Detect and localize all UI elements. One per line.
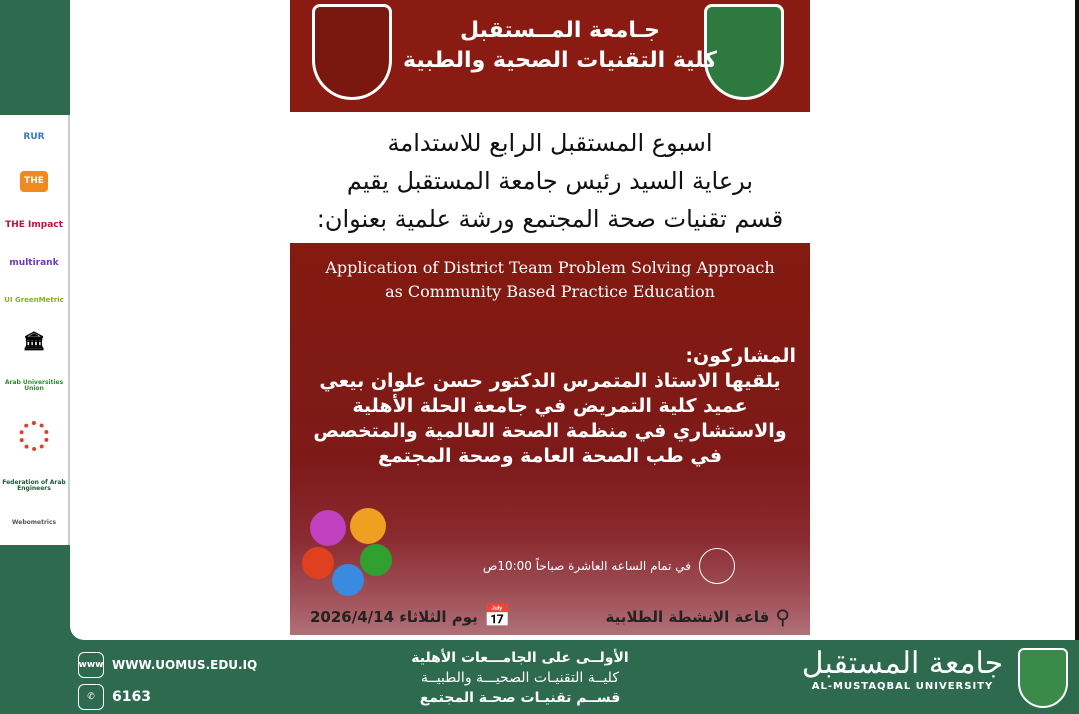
greenmetric-logo[interactable]: UI GreenMetric [4,296,64,304]
webometrics-logo[interactable]: Webometrics [11,519,57,527]
college-crest-icon [312,4,392,100]
brand-english: AL-MUSTAQBAL UNIVERSITY [811,681,994,692]
footer-line: قســم تقنيـات صحـة المجتمع [419,690,621,706]
title-line: Application of District Team Problem Solving Approach [325,258,775,277]
multirank-logo[interactable]: multirank [9,258,59,269]
university-brand [795,646,1010,692]
title-line: as Community Based Practice Education [385,282,715,301]
location-text: قاعة الانشطة الطلابية [605,607,770,626]
ministry-icon[interactable]: 🏛 [22,330,46,352]
event-poster [290,0,810,635]
poster-body [290,243,810,635]
event-location [606,605,790,629]
website-link[interactable] [78,652,257,678]
globe-icon: www [78,652,104,678]
calendar-clock-icon: 📅 [483,604,512,629]
website-text[interactable]: WWW.UOMUS.EDU.IQ [112,658,258,672]
date-text: يوم الثلاثاء 2026/4/14 [310,607,478,626]
university-crest-icon [1018,648,1068,708]
intro-line: برعاية السيد رئيس جامعة المستقبل يقيم [346,167,754,195]
footer-line: كليــة التقنيـات الصحيـــة والطبيــة [421,670,619,686]
location-pin-icon: ⚲ [775,604,790,629]
the-logo[interactable]: THE [20,171,48,192]
intro-line: اسبوع المستقبل الرابع للاستدامة [387,129,713,157]
sdg-icon[interactable] [19,421,49,451]
event-details [290,598,810,635]
footer-center [360,648,680,708]
arab-universities-logo[interactable]: Arab Universities Union [4,378,64,392]
participants-heading: المشاركون: [685,345,796,367]
brand-arabic: جامعة المستقبل [801,646,1004,681]
event-time [483,548,735,584]
clock-icon [699,548,735,584]
phone-text: 6163 [112,689,151,705]
footer-line: الأولــى على الجامـــعات الأهلية [411,650,629,666]
workshop-title [290,243,810,304]
poster-header [290,0,810,112]
participant-line: والاستشاري في منظمة الصحة العالمية والمتخصص [313,420,787,442]
participants [290,344,810,469]
arab-engineers-logo[interactable]: Federation of Arab Engineers [2,478,66,492]
phone[interactable] [78,684,151,710]
event-date [310,604,511,629]
footer [0,642,1079,714]
intro-section [290,112,810,243]
intro-line: قسم تقنيات صحة المجتمع ورشة علمية بعنوان: [316,205,784,233]
phone-icon: ✆ [78,684,104,710]
participant-line: عميد كلية التمريض في جامعة الحلة الأهلية [352,395,748,417]
rankings-sidebar [0,115,70,545]
community-logo-icon [298,498,398,598]
right-edge [1075,0,1079,640]
time-text: في تمام الساعه العاشرة صباحاً 10:00ص [482,559,691,573]
participant-line: في طب الصحة العامة وصحة المجتمع [377,445,723,467]
rur-logo[interactable]: RUR [23,132,45,143]
the-impact-logo[interactable]: THE Impact [5,220,63,231]
university-name: جـامعة المــستقبل [459,18,661,43]
college-name: كلية التقنيات الصحية والطبية [403,48,717,73]
participant-line: يلقيها الاستاذ المتمرس الدكتور حسن علوان بيعي [319,370,781,392]
